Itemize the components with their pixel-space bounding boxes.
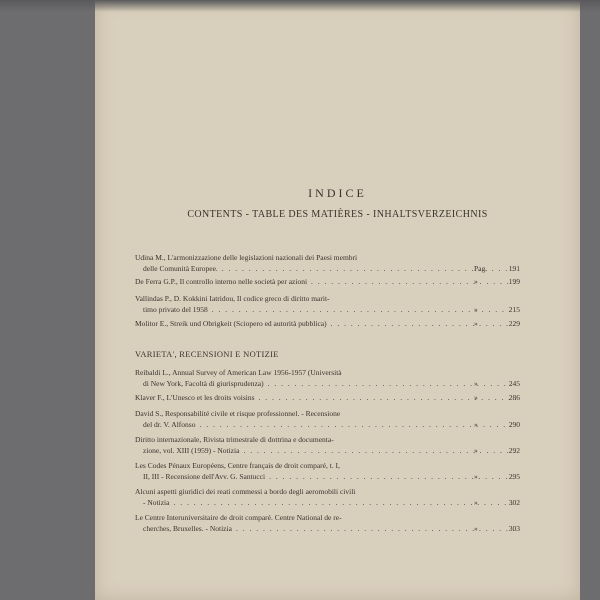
toc-entry — [135, 393, 520, 404]
entry-page-number: 199 — [508, 277, 520, 286]
entry-page-label: » — [474, 378, 478, 388]
entry-line2: delle Comunità Europee. — [143, 263, 218, 273]
entry-line2: II, III - Recensione dell'Avv. G. Santucci — [143, 471, 266, 481]
entry-line1: Le Centre Interuniversitaire de droit comparé. Centre National de re- — [135, 513, 342, 522]
toc-entry — [135, 487, 520, 508]
toc-entry — [135, 277, 520, 288]
entry-page-number: 286 — [508, 393, 520, 402]
toc-entry — [135, 368, 520, 389]
toc-entry — [135, 461, 520, 482]
entry-page-number: 295 — [508, 471, 520, 481]
toc-entry — [135, 513, 520, 534]
entry-line1: Diritto internazionale, Rivista trimestrale di dottrina e documenta- — [135, 435, 334, 444]
entry-page-label: » — [474, 471, 478, 481]
entry-page-label: » — [474, 445, 478, 455]
book-page — [95, 0, 580, 600]
entry-line2: del dr. V. Alfonso — [143, 419, 196, 429]
entry-page-label: » — [474, 419, 478, 429]
entry-line1: Reibaldi L., Annual Survey of American Law 1956-1957 (Università — [135, 368, 342, 377]
entry-line2: cherches, Bruxelles. - Notizia — [143, 523, 232, 533]
entry-line1: David S., Responsabilité civile et risque professionnel. - Recensione — [135, 409, 341, 418]
entry-page-label: » — [474, 393, 478, 402]
toc-entry — [135, 319, 520, 330]
entry-page-number: 303 — [508, 523, 520, 533]
entry-page-label: » — [474, 523, 478, 533]
entry-page-number: 229 — [508, 319, 520, 328]
entry-page-label: » — [474, 497, 478, 507]
entry-page-label: » — [474, 319, 478, 328]
entry-line2: timo privato del 1958 — [143, 304, 208, 314]
entry-line1: Les Codes Pénaux Européens, Centre français de droit comparé, t. I, — [135, 461, 340, 470]
entry-line1: Udina M., L'armonizzazione delle legislazioni nazionali dei Paesi membri — [135, 253, 358, 262]
entry-line1: Molitor E., Streik und Obrigkeit (Sciopero ed autorità pubblica) — [135, 319, 327, 328]
toc-entry — [135, 435, 520, 456]
toc-entry — [135, 294, 520, 315]
entry-page-label: » — [474, 304, 478, 314]
page-title: INDICE — [308, 186, 367, 200]
entry-line1: De Ferra G.P., Il controllo interno nelle società per azioni — [135, 277, 308, 286]
entry-line2: di New York, Facoltà di giurisprudenza) — [143, 378, 264, 388]
entry-page-number: 245 — [508, 378, 520, 388]
entry-page-label: Pag. — [474, 263, 488, 273]
entry-line1: Vallindas P., D. Kokkini Iatridou, Il codice greco di diritto marit- — [135, 294, 330, 303]
section-heading: VARIETA', RECENSIONI E NOTIZIE — [135, 349, 279, 359]
entry-line1: Alcuni aspetti giuridici dei reati commessi a bordo degli aeromobili civili — [135, 487, 356, 496]
entry-page-label: » — [474, 277, 478, 286]
entry-page-number: 302 — [508, 497, 520, 507]
entry-page-number: 215 — [508, 304, 520, 314]
entry-line2: zione, vol. XIII (1959) - Notizia — [143, 445, 240, 455]
page-subtitle: CONTENTS - TABLE DES MATIÈRES - INHALTSVERZEICHNIS — [187, 209, 488, 220]
scan-shadow — [0, 0, 600, 12]
entry-line1: Klaver F., L'Unesco et les droits voisins — [135, 393, 255, 402]
entry-line2: - Notizia — [143, 497, 170, 507]
toc-entry — [135, 409, 520, 430]
entry-page-number: 191 — [508, 263, 520, 273]
entry-page-number: 292 — [508, 445, 520, 455]
toc-entry — [135, 253, 520, 274]
entry-page-number: 290 — [508, 419, 520, 429]
